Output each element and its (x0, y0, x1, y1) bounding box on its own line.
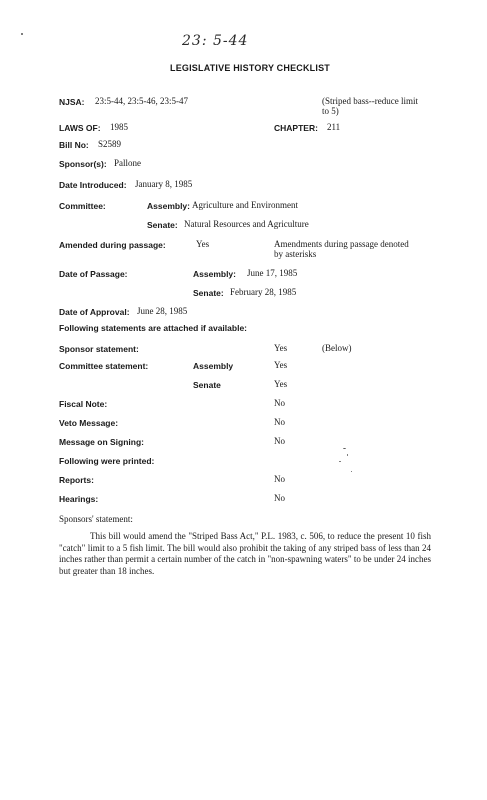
bill-no-value: S2589 (98, 139, 122, 149)
fiscal-note-label: Fiscal Note: (59, 399, 108, 409)
scan-speck (347, 454, 348, 456)
scan-speck (21, 33, 23, 35)
committee-statement-assembly-label: Assembly (193, 361, 234, 371)
njsa-value: 23:5-44, 23:5-46, 23:5-47 (95, 96, 188, 106)
laws-of-value: 1985 (110, 122, 128, 132)
sponsors-label: Sponsor(s): (59, 159, 107, 169)
bill-no-label: Bill No: (59, 140, 89, 150)
passage-assembly-label: Assembly: (193, 269, 236, 279)
committee-assembly-value: Agriculture and Environment (192, 200, 298, 210)
amended-value: Yes (196, 239, 210, 249)
passage-assembly-value: June 17, 1985 (247, 268, 298, 278)
scan-speck (351, 471, 352, 472)
committee-statement-label: Committee statement: (59, 361, 149, 371)
sponsors-statement-heading: Sponsors' statement: (59, 514, 133, 524)
sponsor-statement-label: Sponsor statement: (59, 344, 139, 354)
committee-senate-label: Senate: (147, 220, 178, 230)
committee-senate-value: Natural Resources and Agriculture (184, 219, 309, 229)
handwritten-number: 23: 5-44 (182, 33, 249, 49)
date-of-passage-label: Date of Passage: (59, 269, 128, 279)
date-of-approval-value: June 28, 1985 (137, 306, 188, 316)
date-of-approval-label: Date of Approval: (59, 307, 130, 317)
hearings-label: Hearings: (59, 494, 99, 504)
njsa-label: NJSA: (59, 97, 85, 107)
veto-message-label: Veto Message: (59, 418, 119, 428)
statement-paragraph: This bill would amend the "Striped Bass Act," P.L. 1983, c. 506, to reduce the present 10 fish "catch" limit to a 5 fish limit. The bill would also prohibit the taking of any striped bass of less than 24 inches rather than permit a certain number of the catch in "non-spawning waters" to be under 24 inches but greater than 18 inches. (59, 531, 431, 576)
reports-value: No (274, 474, 285, 484)
njsa-note-line1: (Striped bass--reduce limit (322, 96, 418, 106)
sponsors-value: Pallone (114, 158, 141, 168)
veto-message-value: No (274, 417, 285, 427)
reports-label: Reports: (59, 475, 94, 485)
following-attached-heading: Following statements are attached if available: (59, 323, 247, 333)
committee-statement-assembly-value: Yes (274, 360, 288, 370)
njsa-note-line2: to 5) (322, 106, 339, 116)
committee-statement-senate-value: Yes (274, 379, 288, 389)
date-introduced-label: Date Introduced: (59, 180, 127, 190)
committee-assembly-label: Assembly: (147, 201, 190, 211)
committee-statement-senate-label: Senate (193, 380, 221, 390)
page-title: LEGISLATIVE HISTORY CHECKLIST (170, 63, 330, 73)
committee-label: Committee: (59, 201, 106, 211)
chapter-value: 211 (327, 122, 341, 132)
passage-senate-label: Senate: (193, 288, 224, 298)
message-on-signing-value: No (274, 436, 285, 446)
scan-speck (339, 461, 341, 462)
date-introduced-value: January 8, 1985 (135, 179, 193, 189)
chapter-label: CHAPTER: (274, 123, 318, 133)
passage-senate-value: February 28, 1985 (230, 287, 297, 297)
message-on-signing-label: Message on Signing: (59, 437, 145, 447)
sponsor-statement-note: (Below) (322, 343, 352, 353)
amended-note-line1: Amendments during passage denoted (274, 239, 409, 249)
scan-speck (343, 448, 346, 449)
following-printed-heading: Following were printed: (59, 456, 155, 466)
amended-label: Amended during passage: (59, 240, 166, 250)
amended-note-line2: by asterisks (274, 249, 317, 259)
fiscal-note-value: No (274, 398, 285, 408)
sponsor-statement-value: Yes (274, 343, 288, 353)
laws-of-label: LAWS OF: (59, 123, 101, 133)
hearings-value: No (274, 493, 285, 503)
